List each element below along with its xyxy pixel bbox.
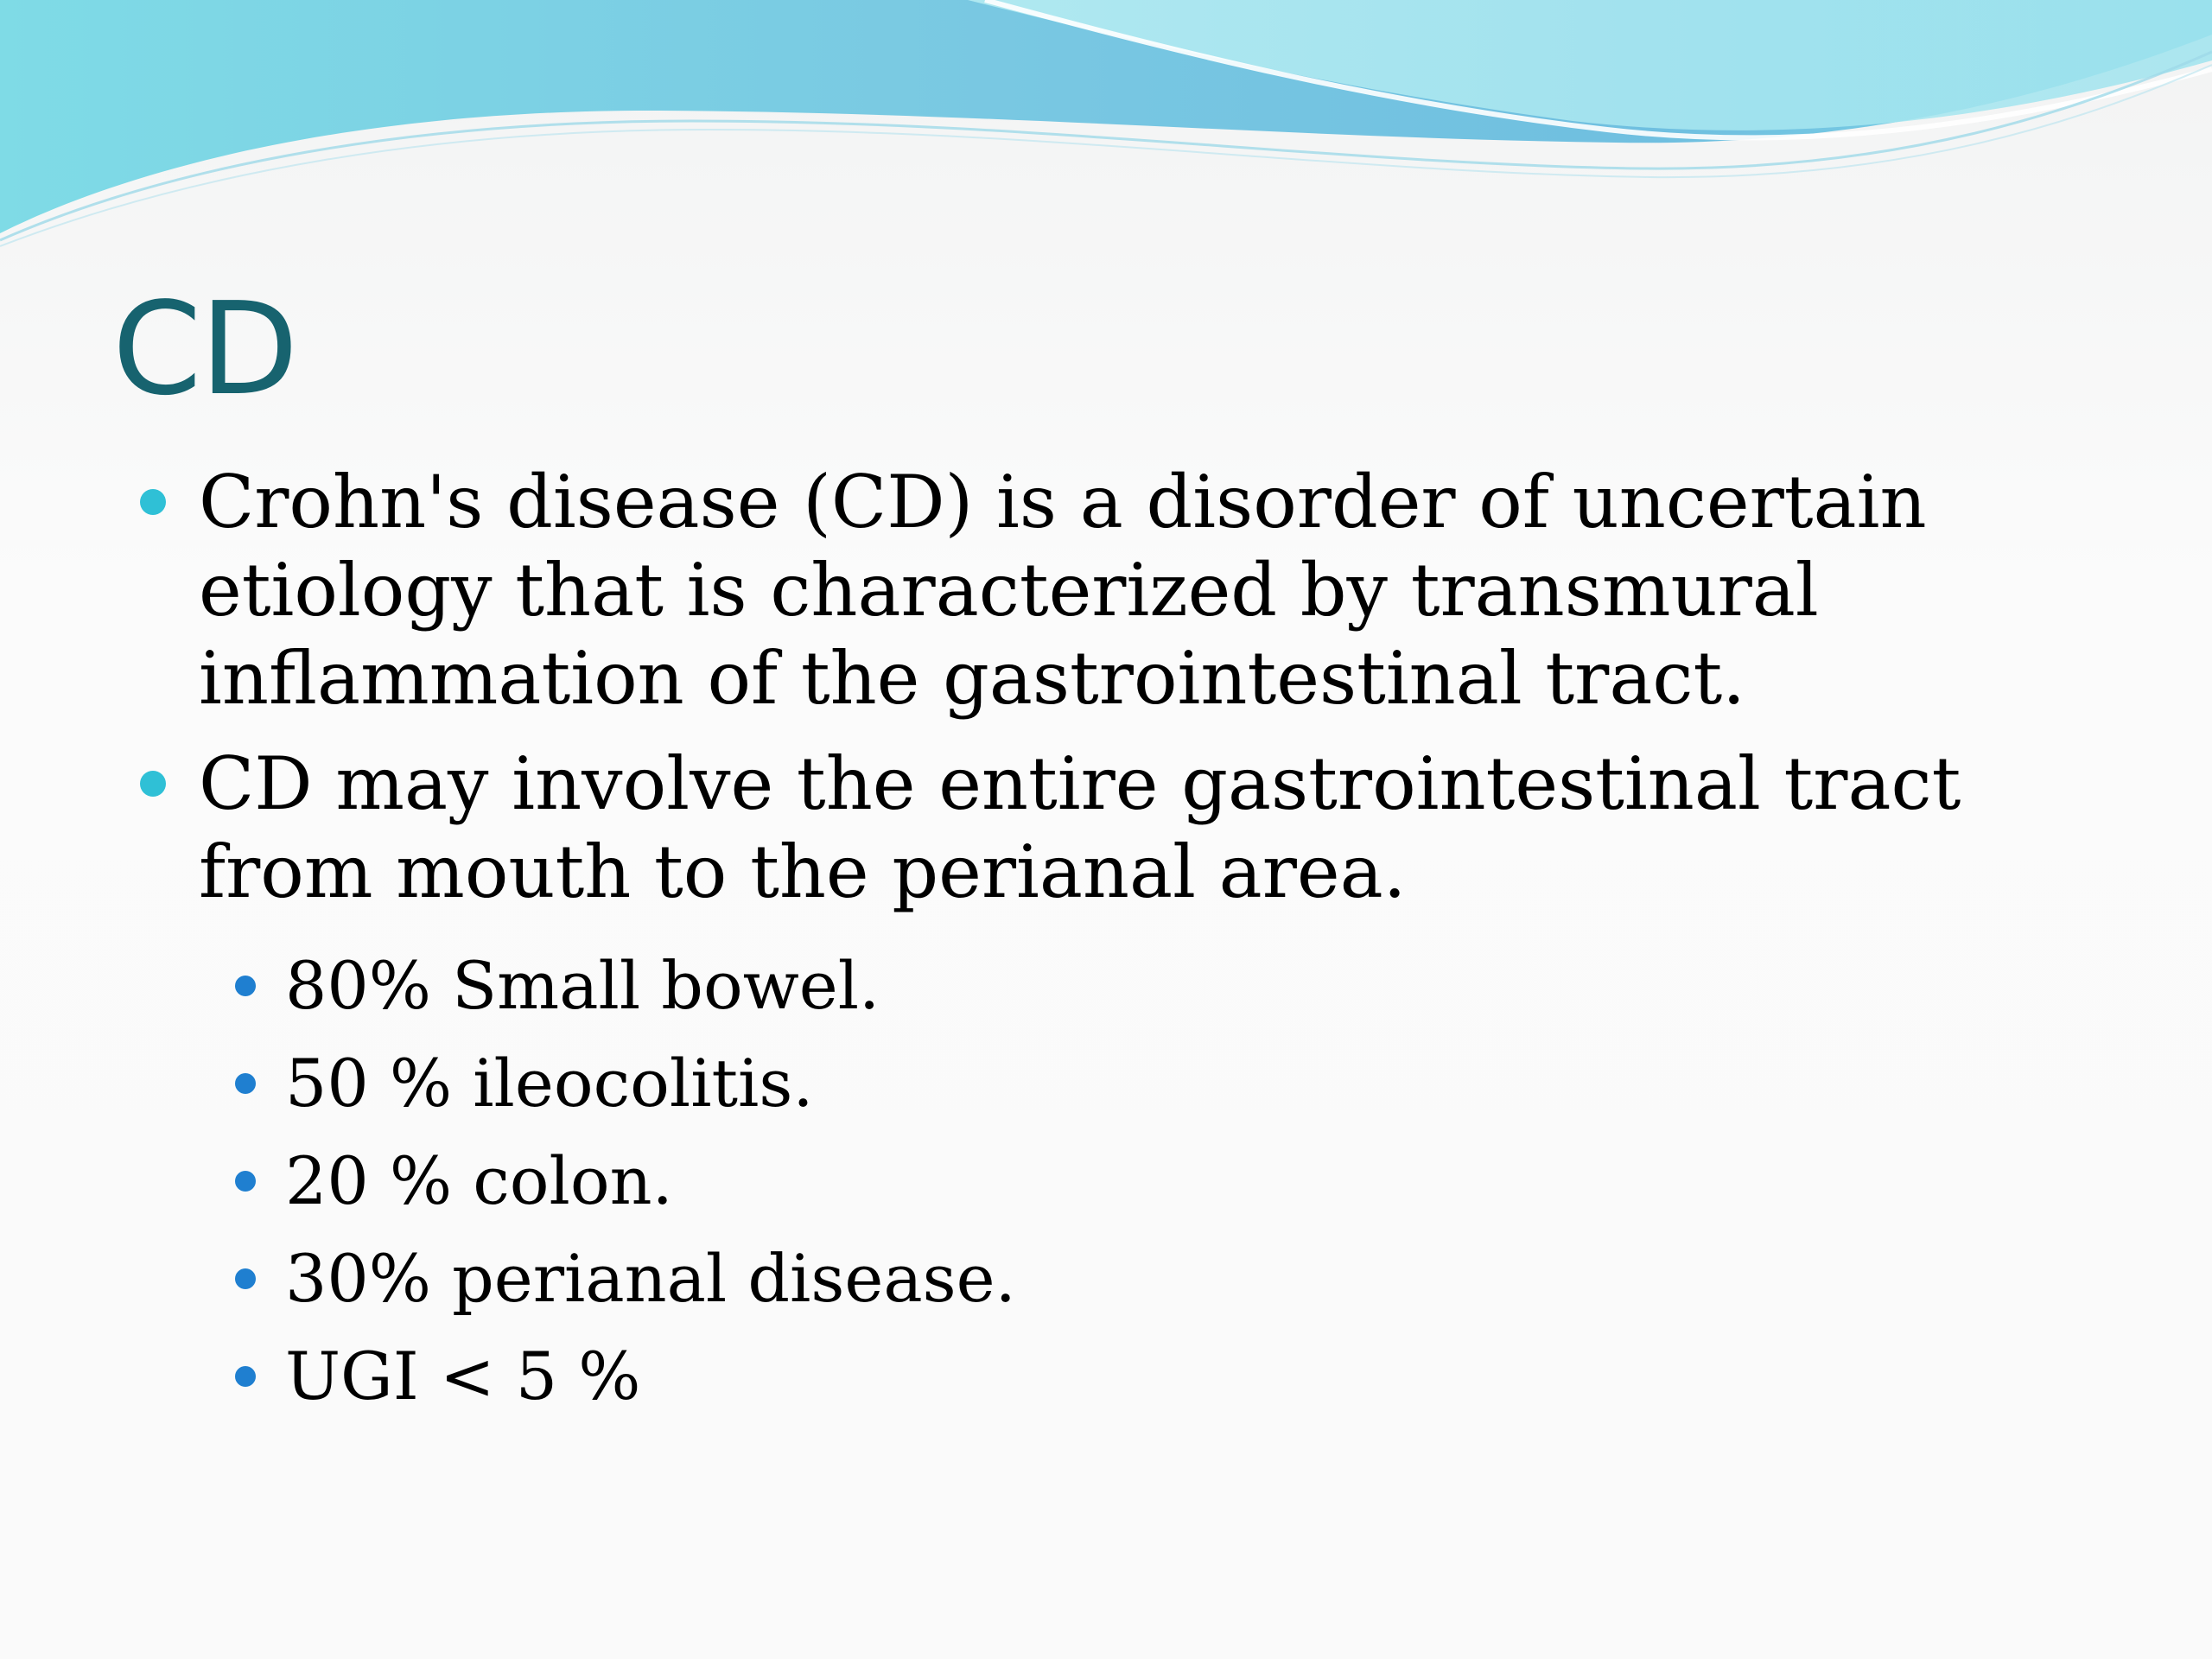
sub-bullet-item (199, 1132, 2126, 1230)
sub-bullet-item (199, 937, 2126, 1034)
bullet-dot-icon (140, 771, 166, 797)
bullet-list (138, 458, 2126, 1442)
sub-bullet-list (199, 937, 2126, 1425)
sub-bullet-dot-icon (235, 1171, 256, 1192)
bullet-text: Crohn's disease (CD) is a disorder of uncertain etiology that is characterized by transmural inflammation of the gastrointestinal tract. (199, 460, 1927, 721)
sub-bullet-item (199, 1034, 2126, 1132)
bullet-item (138, 458, 2126, 722)
sub-bullet-text: 20 % colon. (285, 1142, 673, 1219)
sub-bullet-dot-icon (235, 976, 256, 996)
sub-bullet-item (199, 1327, 2126, 1425)
sub-bullet-text: 50 % ileocolitis. (285, 1045, 814, 1122)
sub-bullet-dot-icon (235, 1366, 256, 1387)
sub-bullet-text: 30% perianal disease. (285, 1240, 1016, 1317)
sub-bullet-dot-icon (235, 1268, 256, 1289)
bullet-item (138, 740, 2126, 1425)
slide-title: CD (112, 275, 297, 423)
sub-bullet-item (199, 1230, 2126, 1327)
sub-bullet-text: 80% Small bowel. (285, 947, 880, 1024)
bullet-dot-icon (140, 489, 166, 515)
sub-bullet-dot-icon (235, 1073, 256, 1094)
sub-bullet-text: UGI < 5 % (285, 1338, 641, 1414)
bullet-text: CD may involve the entire gastrointestinal tract from mouth to the perianal area. (199, 741, 1961, 914)
decorative-wave-header (0, 0, 2212, 259)
